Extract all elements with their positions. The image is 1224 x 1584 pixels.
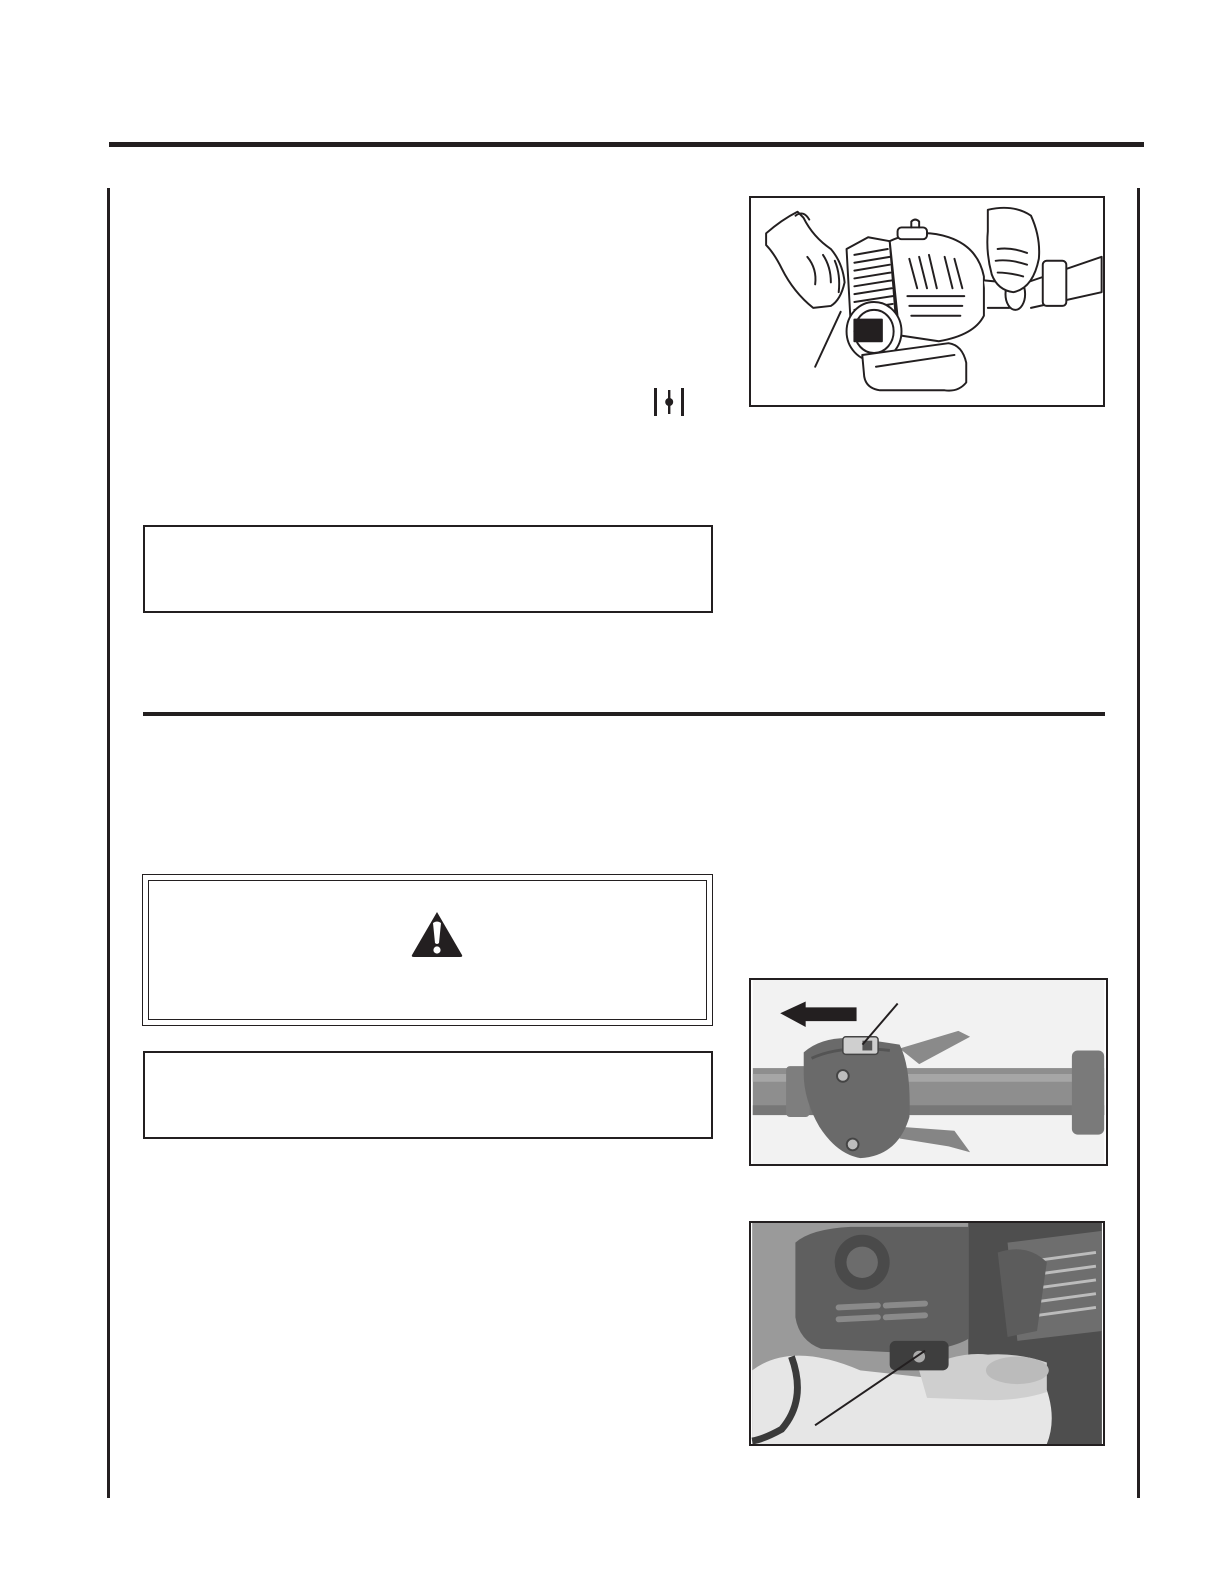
left-margin-rule <box>107 188 110 1498</box>
carburetor-figure <box>749 1221 1105 1446</box>
warning-icon <box>409 909 465 959</box>
note-box <box>143 525 713 613</box>
throttle-figure <box>749 978 1108 1166</box>
engine-starter-hands-illustration <box>751 198 1103 405</box>
warning-box <box>142 874 713 1026</box>
section-divider <box>143 712 1105 716</box>
starting-figure <box>749 196 1105 407</box>
top-rule <box>109 142 1144 147</box>
engine-carburetor-photo <box>751 1223 1103 1444</box>
right-margin-rule <box>1137 188 1140 1498</box>
note-box-2 <box>143 1051 713 1139</box>
choke-symbol-icon <box>652 386 686 418</box>
throttle-grip-photo <box>751 980 1106 1164</box>
